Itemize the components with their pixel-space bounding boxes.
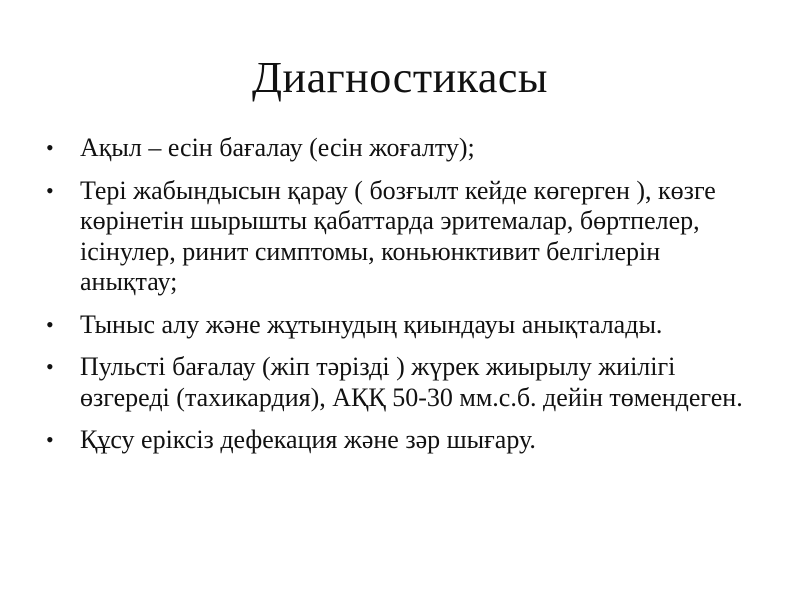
- bullet-text: Ақыл – есін бағалау (есін жоғалту);: [80, 133, 475, 162]
- bullet-dot-icon: •: [46, 135, 54, 160]
- bullet-text: Құсу еріксіз дефекация және зәр шығару.: [80, 425, 536, 454]
- bullet-item: [46, 133, 746, 164]
- slide-title: Диагностикасы: [252, 53, 548, 102]
- bullet-list: [46, 133, 746, 468]
- bullet-dot-icon: •: [46, 427, 54, 452]
- bullet-dot-icon: •: [46, 354, 54, 379]
- bullet-item: [46, 310, 746, 341]
- bullet-dot-icon: •: [46, 311, 54, 337]
- bullet-item: [46, 176, 746, 298]
- bullet-item: [46, 425, 746, 456]
- bullet-text: Тыныс алу және жұтынудың қиындауы анықталады.: [80, 309, 663, 339]
- bullet-text: Пульсті бағалау (жіп тәрізді ) жүрек жиырылу жиілігі өзгереді (тахикардия), АҚҚ 50-30 мм.с.б. дейін төмендеген.: [80, 352, 743, 412]
- bullet-text: Тері жабындысын қарау ( бозғылт кейде көгерген ), көзге көрінетін шырышты қабаттарда эритемалар, бөртпелер, ісінулер, ринит симптомы, коньюнктивит белгілерін анықтау;: [80, 175, 716, 296]
- bullet-item: [46, 352, 746, 413]
- bullet-dot-icon: •: [46, 177, 54, 203]
